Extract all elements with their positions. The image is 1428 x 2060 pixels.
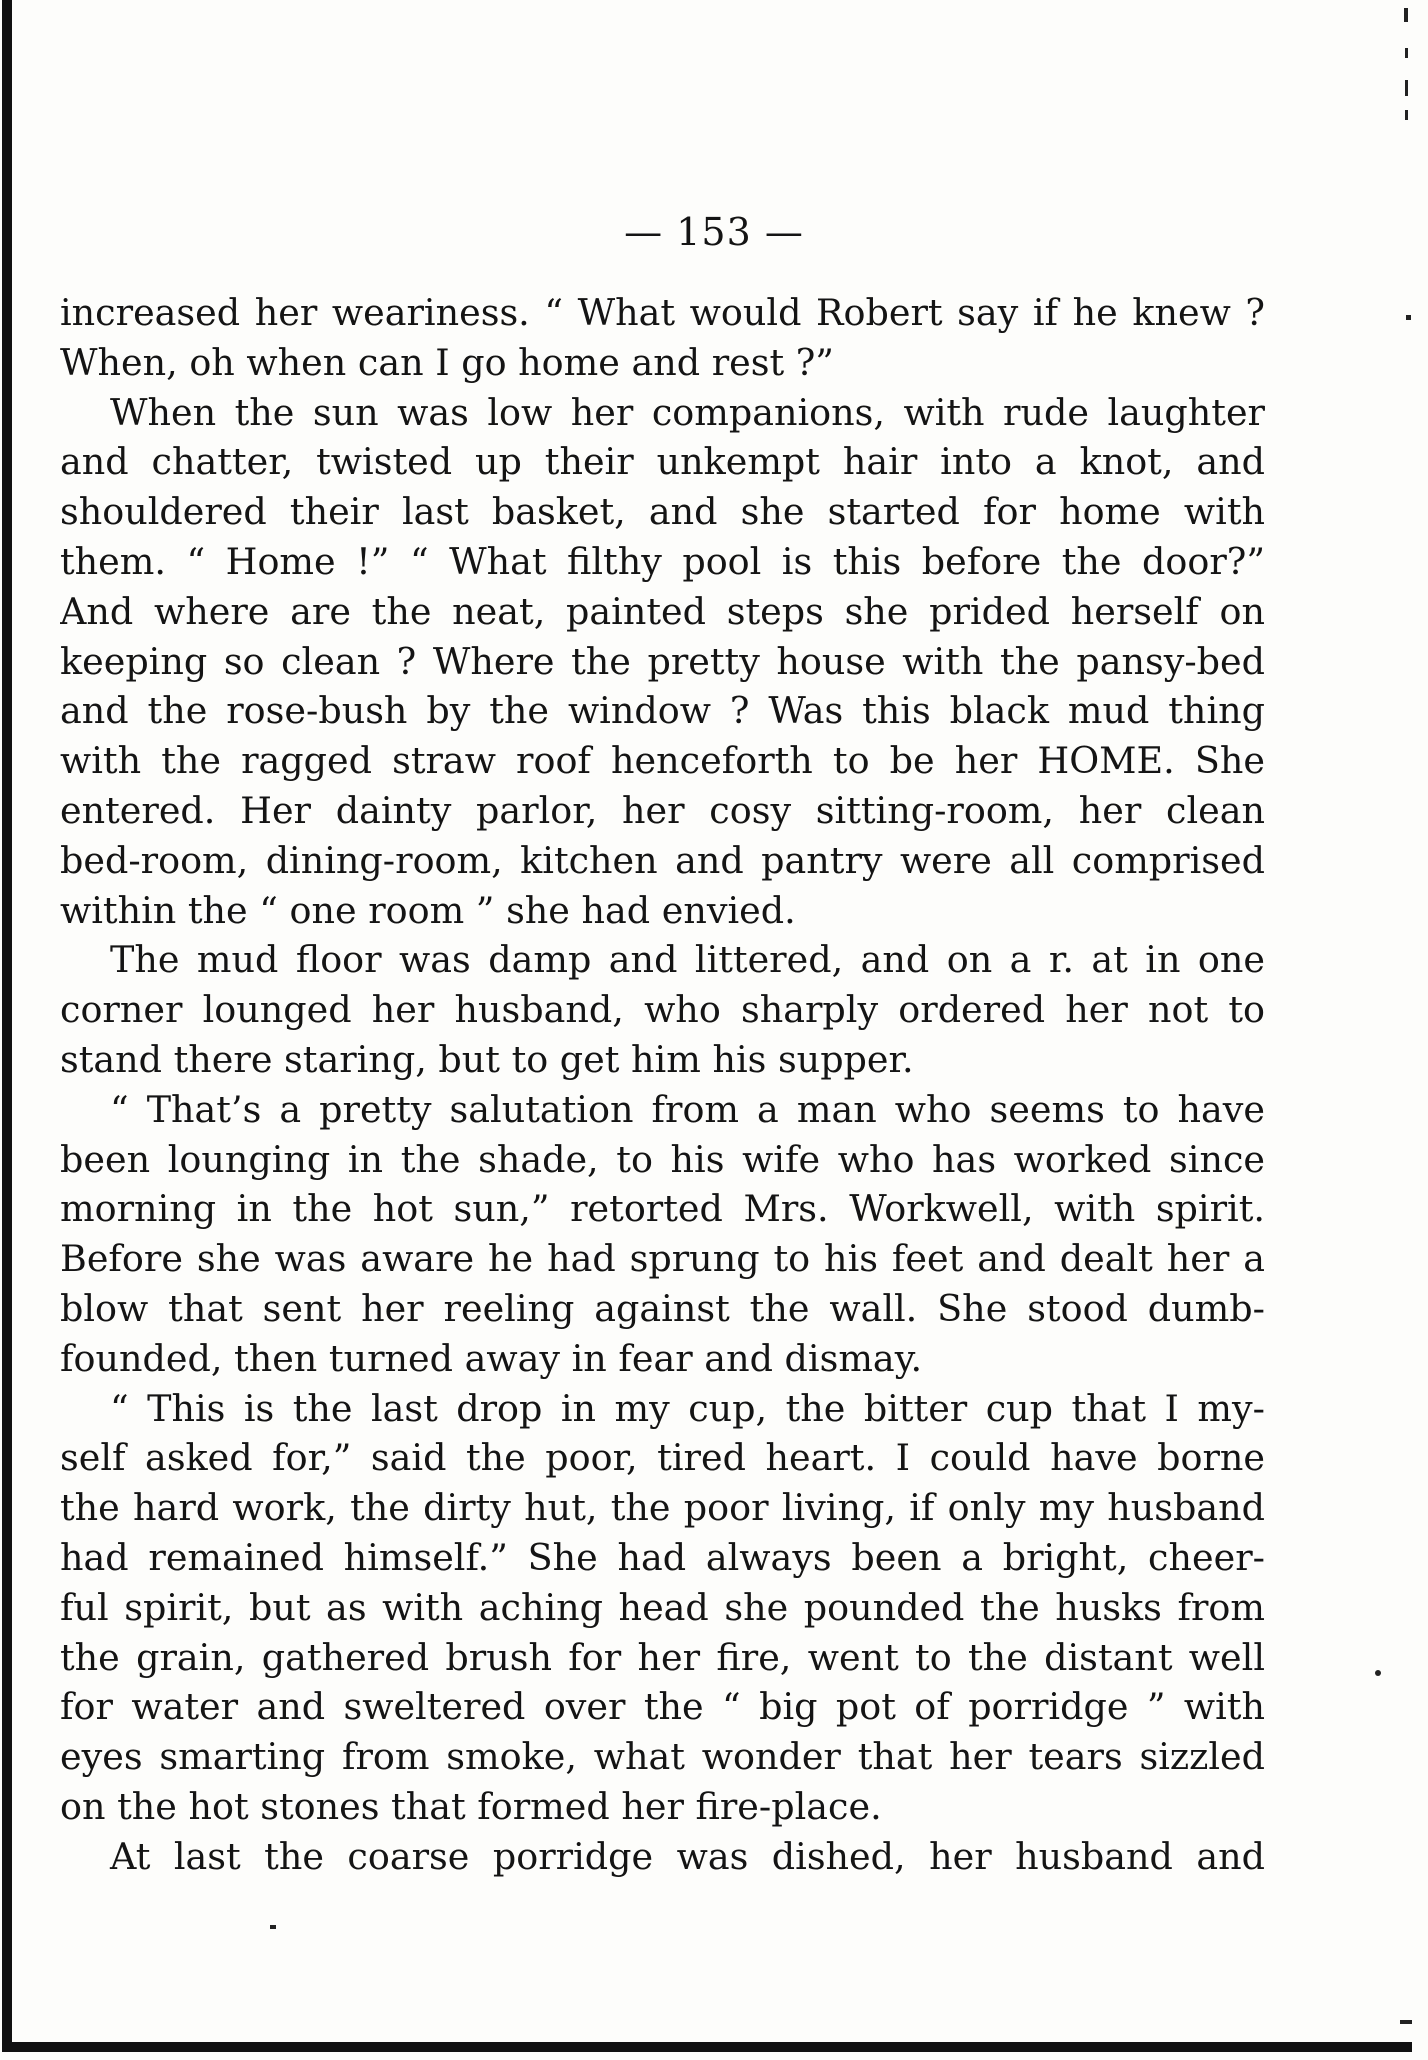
text-line: blow that sent her reeling against the wall. She stood dumb- [60,1286,1265,1330]
text-line: And where are the neat, painted steps she prided herself on [60,589,1265,633]
scan-speck [1406,315,1411,320]
text-line: for water and sweltered over the “ big pot of porridge ” with [60,1685,1265,1729]
scan-speck [1405,48,1408,58]
text-line: been lounging in the shade, to his wife who has worked since [60,1137,1265,1181]
text-line: “ This is the last drop in my cup, the bitter cup that I my- [110,1386,1265,1430]
text-line: within the “ one room ” she had envied. [60,888,796,932]
text-line: self asked for,” said the poor, tired heart. I could have borne [60,1436,1265,1480]
text-line: shouldered their last basket, and she started for home with [60,490,1265,534]
text-line: founded, then turned away in fear and dismay. [60,1336,923,1380]
page-edge-shadow-left [2,0,12,2052]
text-line: the hard work, the dirty hut, the poor living, if only my husband [60,1486,1265,1530]
text-line: keeping so clean ? Where the pretty house with the pansy-bed [60,639,1265,683]
text-line: eyes smarting from smoke, what wonder that her tears sizzled [60,1735,1265,1779]
text-line: the grain, gathered brush for her fire, went to the distant well [60,1635,1265,1679]
text-line: At last the coarse porridge was dished, her husband and [110,1834,1265,1878]
scan-speck [1375,1670,1381,1676]
text-line: entered. Her dainty parlor, her cosy sitting-room, her clean [60,788,1265,832]
scan-speck [1405,80,1408,96]
text-line: “ That’s a pretty salutation from a man who seems to have [110,1087,1265,1131]
text-line: increased her weariness. “ What would Robert say if he knew ? [60,291,1265,334]
text-line: ful spirit, but as with aching head she pounded the husks from [60,1585,1265,1629]
text-line: and chatter, twisted up their unkempt hair into a knot, and [60,440,1265,484]
text-line: morning in the hot sun,” retorted Mrs. Workwell, with spirit. [60,1187,1265,1231]
text-line: When, oh when can I go home and rest ?” [60,340,834,384]
text-line: corner lounged her husband, who sharply ordered her not to [60,988,1265,1032]
text-line: When the sun was low her companions, with rude laughter [110,390,1265,434]
text-line: stand there staring, but to get him his supper. [60,1037,914,1081]
text-line: had remained himself.” She had always been a bright, cheer- [60,1535,1265,1579]
text-line: with the ragged straw roof henceforth to be her HOME. She [60,739,1265,783]
scan-speck [270,1925,276,1929]
scan-speck [1405,110,1408,120]
scan-speck [1404,8,1408,22]
page-number: — 153 — [624,210,804,254]
text-line: on the hot stones that formed her fire-place. [60,1784,882,1828]
body-text [60,288,1265,1882]
text-line: The mud floor was damp and littered, and on a r. at in one [110,938,1265,982]
page-edge-shadow-bottom [2,2042,1412,2052]
text-line: them. “ Home !” “ What filthy pool is this before the door?” [60,539,1265,583]
text-line: Before she was aware he had sprung to his feet and dealt her a [60,1237,1265,1281]
text-line: bed-room, dining-room, kitchen and pantry were all comprised [60,838,1265,882]
text-line: and the rose-bush by the window ? Was this black mud thing [60,689,1265,733]
scan-speck [1400,2020,1412,2024]
